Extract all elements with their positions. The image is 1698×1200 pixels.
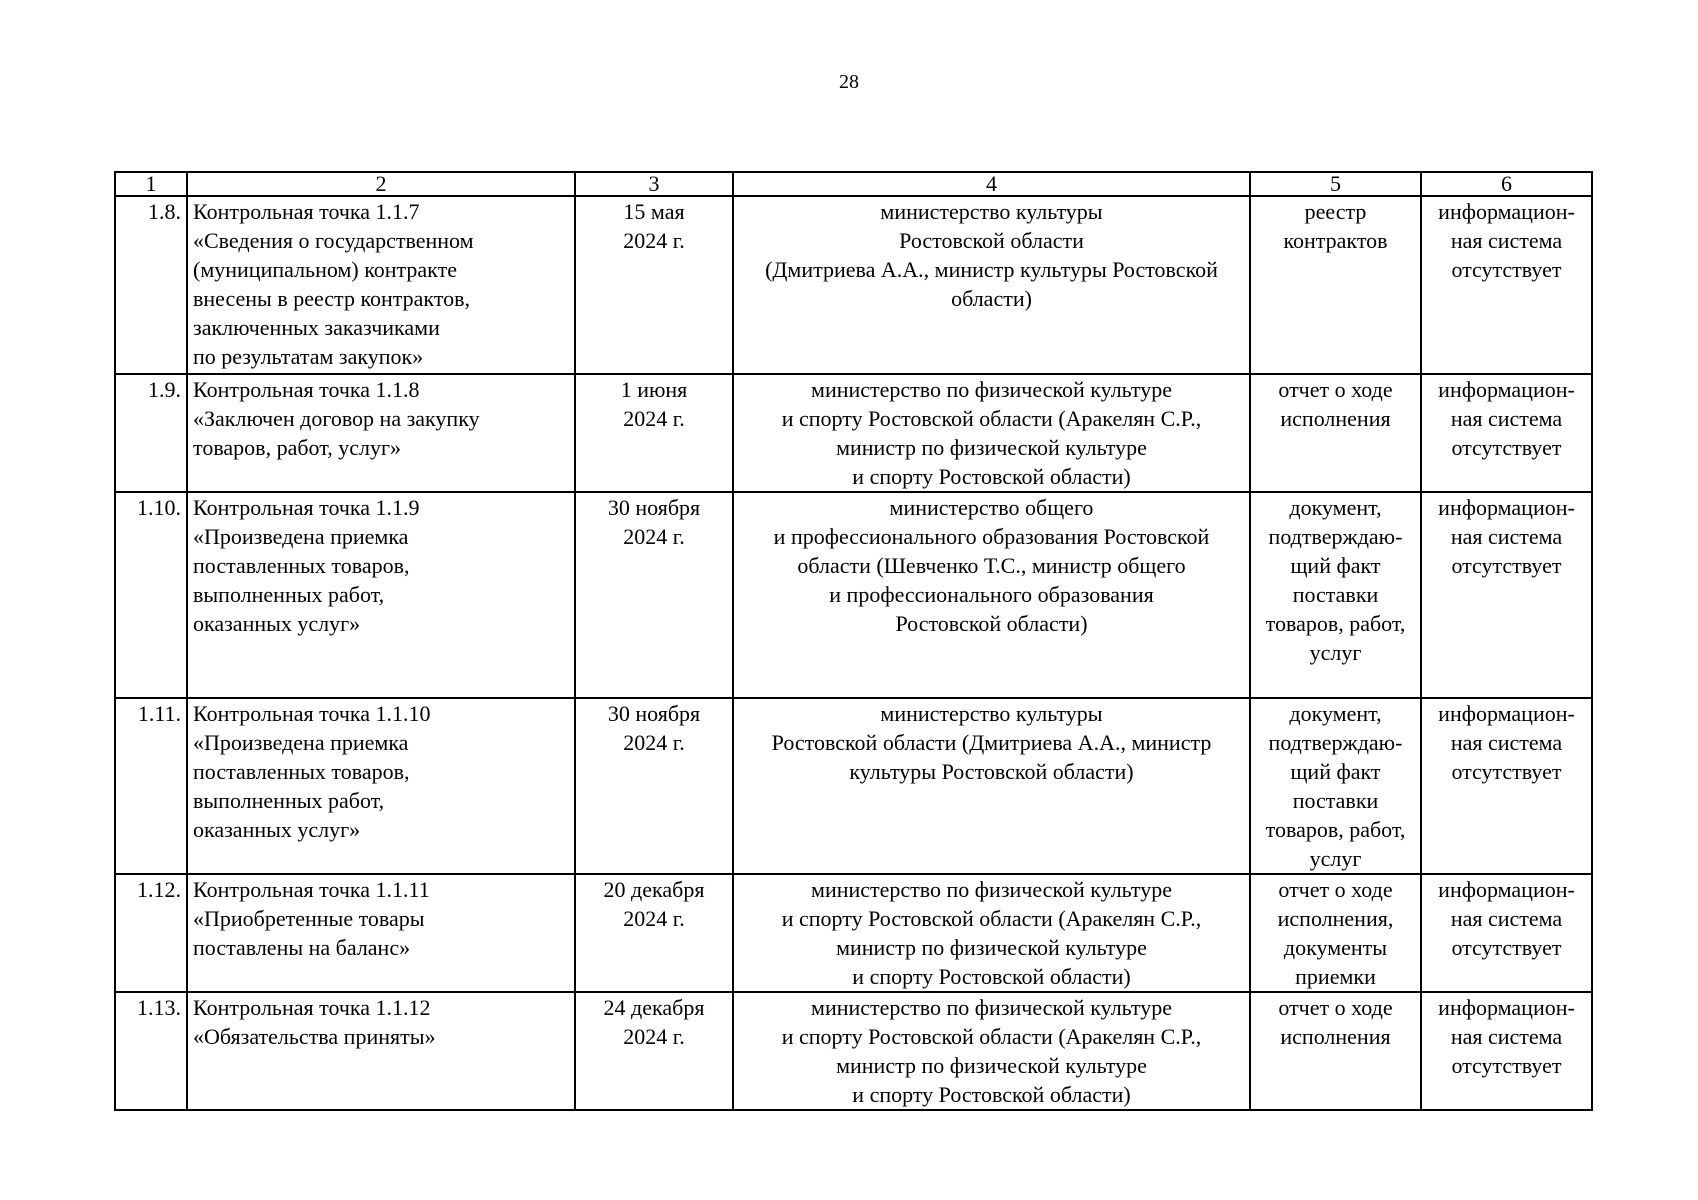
control-point-name: Контрольная точка 1.1.12 «Обязательства приняты» — [187, 992, 575, 1110]
deadline-date: 30 ноября 2024 г. — [575, 698, 733, 874]
row-number: 1.9. — [115, 374, 187, 492]
responsible-executor: министерство по физической культуре и спорту Ростовской области (Аракелян С.Р., министр по физической культуре и спорту Ростовской области) — [733, 874, 1250, 992]
confirming-document: документ, подтверждаю- щий факт поставки товаров, работ, услуг — [1250, 492, 1421, 698]
deadline-date: 30 ноября 2024 г. — [575, 492, 733, 698]
header-cell-5: 5 — [1250, 172, 1421, 196]
information-system: информацион- ная система отсутствует — [1421, 874, 1592, 992]
deadline-date: 1 июня 2024 г. — [575, 374, 733, 492]
control-point-name: Контрольная точка 1.1.11 «Приобретенные товары поставлены на баланс» — [187, 874, 575, 992]
header-cell-3: 3 — [575, 172, 733, 196]
confirming-document: отчет о ходе исполнения — [1250, 374, 1421, 492]
header-cell-4: 4 — [733, 172, 1250, 196]
information-system: информацион- ная система отсутствует — [1421, 196, 1592, 374]
header-cell-1: 1 — [115, 172, 187, 196]
responsible-executor: министерство культуры Ростовской области (Дмитриева А.А., министр культуры Ростовской области) — [733, 698, 1250, 874]
table-row — [115, 874, 1592, 992]
row-number: 1.13. — [115, 992, 187, 1110]
confirming-document: отчет о ходе исполнения, документы приемки — [1250, 874, 1421, 992]
row-number: 1.8. — [115, 196, 187, 374]
responsible-executor: министерство по физической культуре и спорту Ростовской области (Аракелян С.Р., министр по физической культуре и спорту Ростовской области) — [733, 992, 1250, 1110]
responsible-executor: министерство культуры Ростовской области (Дмитриева А.А., министр культуры Ростовской области) — [733, 196, 1250, 374]
row-number: 1.12. — [115, 874, 187, 992]
row-number: 1.11. — [115, 698, 187, 874]
header-cell-6: 6 — [1421, 172, 1592, 196]
header-row — [115, 172, 1592, 196]
table-row — [115, 492, 1592, 698]
information-system: информацион- ная система отсутствует — [1421, 492, 1592, 698]
confirming-document: реестр контрактов — [1250, 196, 1421, 374]
responsible-executor: министерство общего и профессионального образования Ростовской области (Шевченко Т.С., министр общего и профессионального образования Ростовской области) — [733, 492, 1250, 698]
control-point-name: Контрольная точка 1.1.8 «Заключен договор на закупку товаров, работ, услуг» — [187, 374, 575, 492]
control-point-name: Контрольная точка 1.1.10 «Произведена приемка поставленных товаров, выполненных работ, оказанных услуг» — [187, 698, 575, 874]
page-number: 28 — [839, 71, 859, 93]
table-row — [115, 698, 1592, 874]
control-point-name: Контрольная точка 1.1.7 «Сведения о государственном (муниципальном) контракте внесены в реестр контрактов, заключенных заказчиками по результатам закупок» — [187, 196, 575, 374]
information-system: информацион- ная система отсутствует — [1421, 992, 1592, 1110]
control-point-name: Контрольная точка 1.1.9 «Произведена приемка поставленных товаров, выполненных работ, оказанных услуг» — [187, 492, 575, 698]
table-row — [115, 374, 1592, 492]
row-number: 1.10. — [115, 492, 187, 698]
table-row — [115, 196, 1592, 374]
confirming-document: отчет о ходе исполнения — [1250, 992, 1421, 1110]
information-system: информацион- ная система отсутствует — [1421, 698, 1592, 874]
control-points-table — [114, 171, 1593, 1111]
deadline-date: 15 мая 2024 г. — [575, 196, 733, 374]
responsible-executor: министерство по физической культуре и спорту Ростовской области (Аракелян С.Р., министр по физической культуре и спорту Ростовской области) — [733, 374, 1250, 492]
table-row — [115, 992, 1592, 1110]
information-system: информацион- ная система отсутствует — [1421, 374, 1592, 492]
deadline-date: 20 декабря 2024 г. — [575, 874, 733, 992]
confirming-document: документ, подтверждаю- щий факт поставки товаров, работ, услуг — [1250, 698, 1421, 874]
header-cell-2: 2 — [187, 172, 575, 196]
deadline-date: 24 декабря 2024 г. — [575, 992, 733, 1110]
